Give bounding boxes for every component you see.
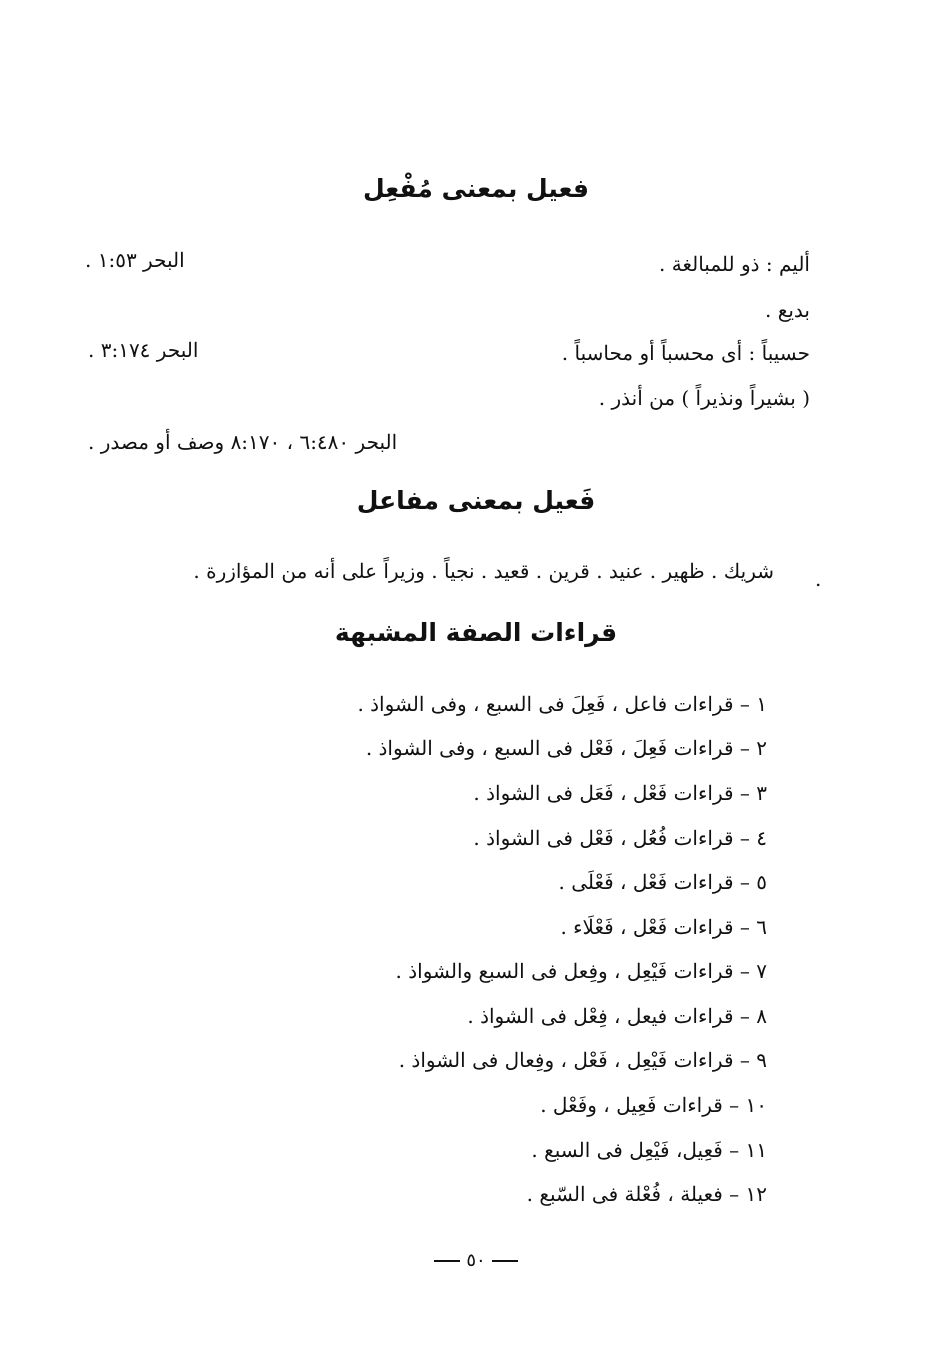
list-item: ٨ – قراءات فيعل ، فِعْل فى الشواذ . (467, 1004, 767, 1028)
list-item: ١ – قراءات فاعل ، فَعِلَ فى السبع ، وفى الشواذ . (357, 692, 767, 716)
entry-hasiban: حسيباً : أى محسباً أو محاسباً . (561, 341, 810, 365)
reference-hasiban: البحر ٣:١٧٤ . (88, 338, 199, 362)
entry-sharik-list: شريك . ظهير . عنيد . قرين . قعيد . نجياً . وزيراً على أنه من المؤازرة . (193, 559, 774, 583)
reference-alim: البحر ١:٥٣ . (85, 248, 185, 272)
entry-alim: أليم : ذو للمبالغة . (659, 252, 810, 276)
section-heading-mufaail: فَعيل بمعنى مفاعل (356, 486, 596, 515)
stray-dot: . (815, 567, 822, 591)
footer-rule-right (434, 1260, 460, 1262)
entry-bashiran: ( بشيراً ونذيراً ) من أنذر . (598, 386, 810, 410)
list-item: ٢ – قراءات فَعِلَ ، فَعْل فى السبع ، وفى الشواذ . (365, 736, 767, 760)
list-item: ٥ – قراءات فَعْل ، فَعْلَى . (558, 870, 767, 894)
list-item: ٣ – قراءات فَعْل ، فَعَل فى الشواذ . (473, 781, 767, 805)
section-heading-qiraat: قراءات الصفة المشبهة (334, 618, 618, 647)
list-item: ١١ – فَعِيل، فَيْعِل فى السبع . (531, 1138, 767, 1162)
page-number: ٥٠ (466, 1250, 486, 1271)
page-number-footer (0, 1250, 952, 1271)
footer-rule-left (492, 1260, 518, 1262)
list-item: ١٢ – فعيلة ، فُعْلة فى السّبع . (526, 1182, 767, 1206)
list-item: ٤ – قراءات فُعُل ، فَعْل فى الشواذ . (473, 826, 767, 850)
reference-bashiran: البحر ٦:٤٨٠ ، ٨:١٧٠ وصف أو مصدر . (88, 430, 398, 454)
entry-badi: بديع . (765, 298, 810, 322)
list-item: ٧ – قراءات فَيْعِل ، وفِعل فى السبع والشواذ . (395, 959, 767, 983)
list-item: ١٠ – قراءات فَعِيل ، وفَعْل . (540, 1093, 767, 1117)
list-item: ٦ – قراءات فَعْل ، فَعْلَاء . (560, 915, 767, 939)
list-item: ٩ – قراءات فَيْعِل ، فَعْل ، وفِعال فى الشواذ . (398, 1048, 767, 1072)
section-heading-mufil: فعيل بمعنى مُفْعِل (362, 174, 590, 203)
